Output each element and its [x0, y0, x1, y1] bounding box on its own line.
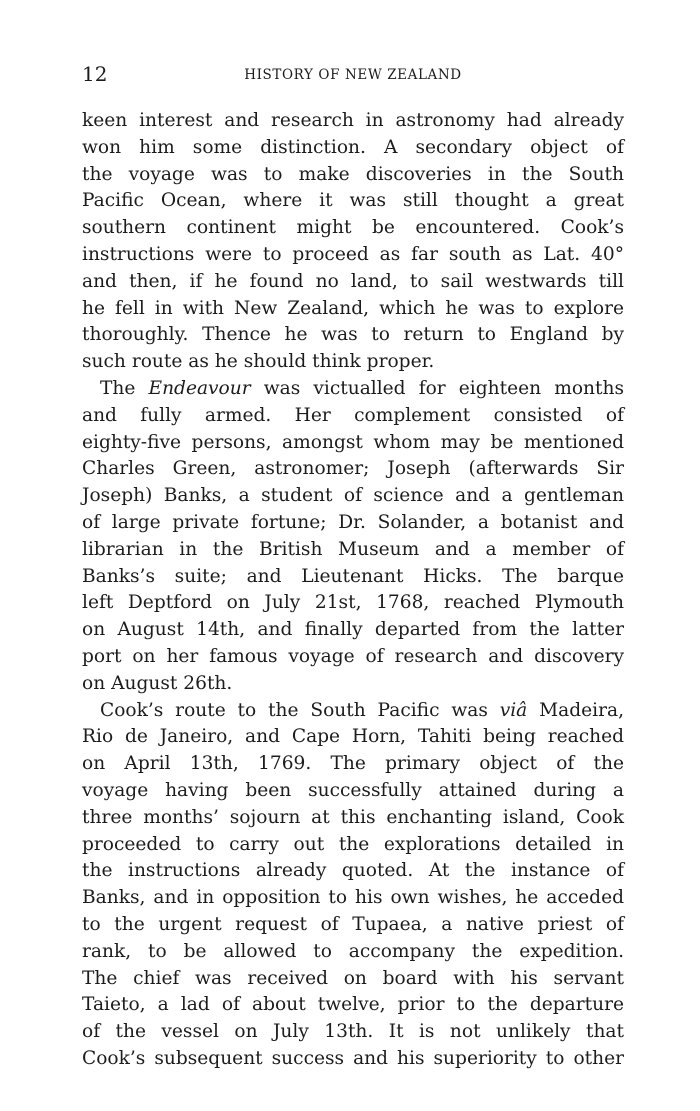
text-line: on August 26th.: [82, 672, 233, 694]
paragraph-start-line: [82, 376, 624, 403]
page-number: 12: [82, 62, 108, 86]
text-line: proceeded to carry out the explorations detailed in: [82, 833, 624, 855]
text-line: won him some distinction. A secondary object of: [82, 136, 624, 158]
text-line: the instructions already quoted. At the instance of: [82, 860, 624, 882]
body-text: [82, 108, 624, 1073]
text-line: Banks’s suite; and Lieutenant Hicks. The barque: [82, 565, 624, 587]
text-line: keen interest and research in astronomy had already: [82, 110, 624, 131]
text-span: was victualled for eighteen months: [250, 377, 624, 399]
text-line: Charles Green, astronomer; Joseph (afterwards Sir: [82, 458, 624, 480]
text-line: the voyage was to make discoveries in the South: [82, 163, 624, 185]
text-span: The: [100, 377, 149, 399]
text-line: Banks, and in opposition to his own wishes, he acceded: [82, 887, 624, 909]
text-line: rank, to be allowed to accompany the expedition.: [82, 940, 624, 962]
text-line: thoroughly. Thence he was to return to England by: [82, 324, 624, 346]
paragraph-start-line: [82, 698, 624, 725]
text-line: instructions were to proceed as far south as Lat. 40°: [82, 243, 624, 265]
text-line: on April 13th, 1769. The primary object of the: [82, 753, 624, 775]
text-line: librarian in the British Museum and a member of: [82, 538, 624, 560]
text-line: to the urgent request of Tupaea, a native priest of: [82, 913, 624, 935]
text-line: Joseph) Banks, a student of science and a gentleman: [82, 485, 624, 507]
text-line: he fell in with New Zealand, which he was to explore: [82, 297, 624, 319]
running-title: HISTORY OF NEW ZEALAND: [244, 67, 462, 83]
text-line: three months’ sojourn at this enchanting island, Cook: [82, 806, 624, 828]
text-line: such route as he should think proper.: [82, 351, 435, 373]
text-line: of large private fortune; Dr. Solander, a botanist and: [82, 511, 624, 533]
text-line: voyage having been successfully attained during a: [82, 779, 624, 801]
text-span: Cook’s route to the South Pacific was: [100, 699, 500, 721]
text-line: Taieto, a lad of about twelve, prior to the departure: [82, 994, 624, 1016]
text-line: port on her famous voyage of research and discovery: [82, 645, 624, 667]
text-line: southern continent might be encountered. Cook’s: [82, 217, 624, 239]
text-line: Cook’s subsequent success and his superiority to other: [82, 1047, 624, 1069]
text-span: Madeira,: [527, 699, 624, 721]
text-line: Pacific Ocean, where it was still thought a great: [82, 190, 624, 212]
ship-name: Endeavour: [148, 377, 251, 399]
italic-word: viâ: [499, 699, 528, 721]
text-line: left Deptford on July 21st, 1768, reached Plymouth: [82, 592, 624, 614]
page-header: [82, 62, 624, 92]
text-line: of the vessel on July 13th. It is not unlikely that: [82, 1021, 624, 1043]
text-line: The chief was received on board with his servant: [82, 967, 624, 989]
text-line: and then, if he found no land, to sail westwards till: [82, 270, 624, 292]
text-line: eighty-five persons, amongst whom may be mentioned: [82, 431, 624, 453]
text-line: on August 14th, and finally departed from the latter: [82, 619, 624, 641]
text-line: Rio de Janeiro, and Cape Horn, Tahiti being reached: [82, 726, 624, 748]
text-line: and fully armed. Her complement consisted of: [82, 404, 624, 426]
